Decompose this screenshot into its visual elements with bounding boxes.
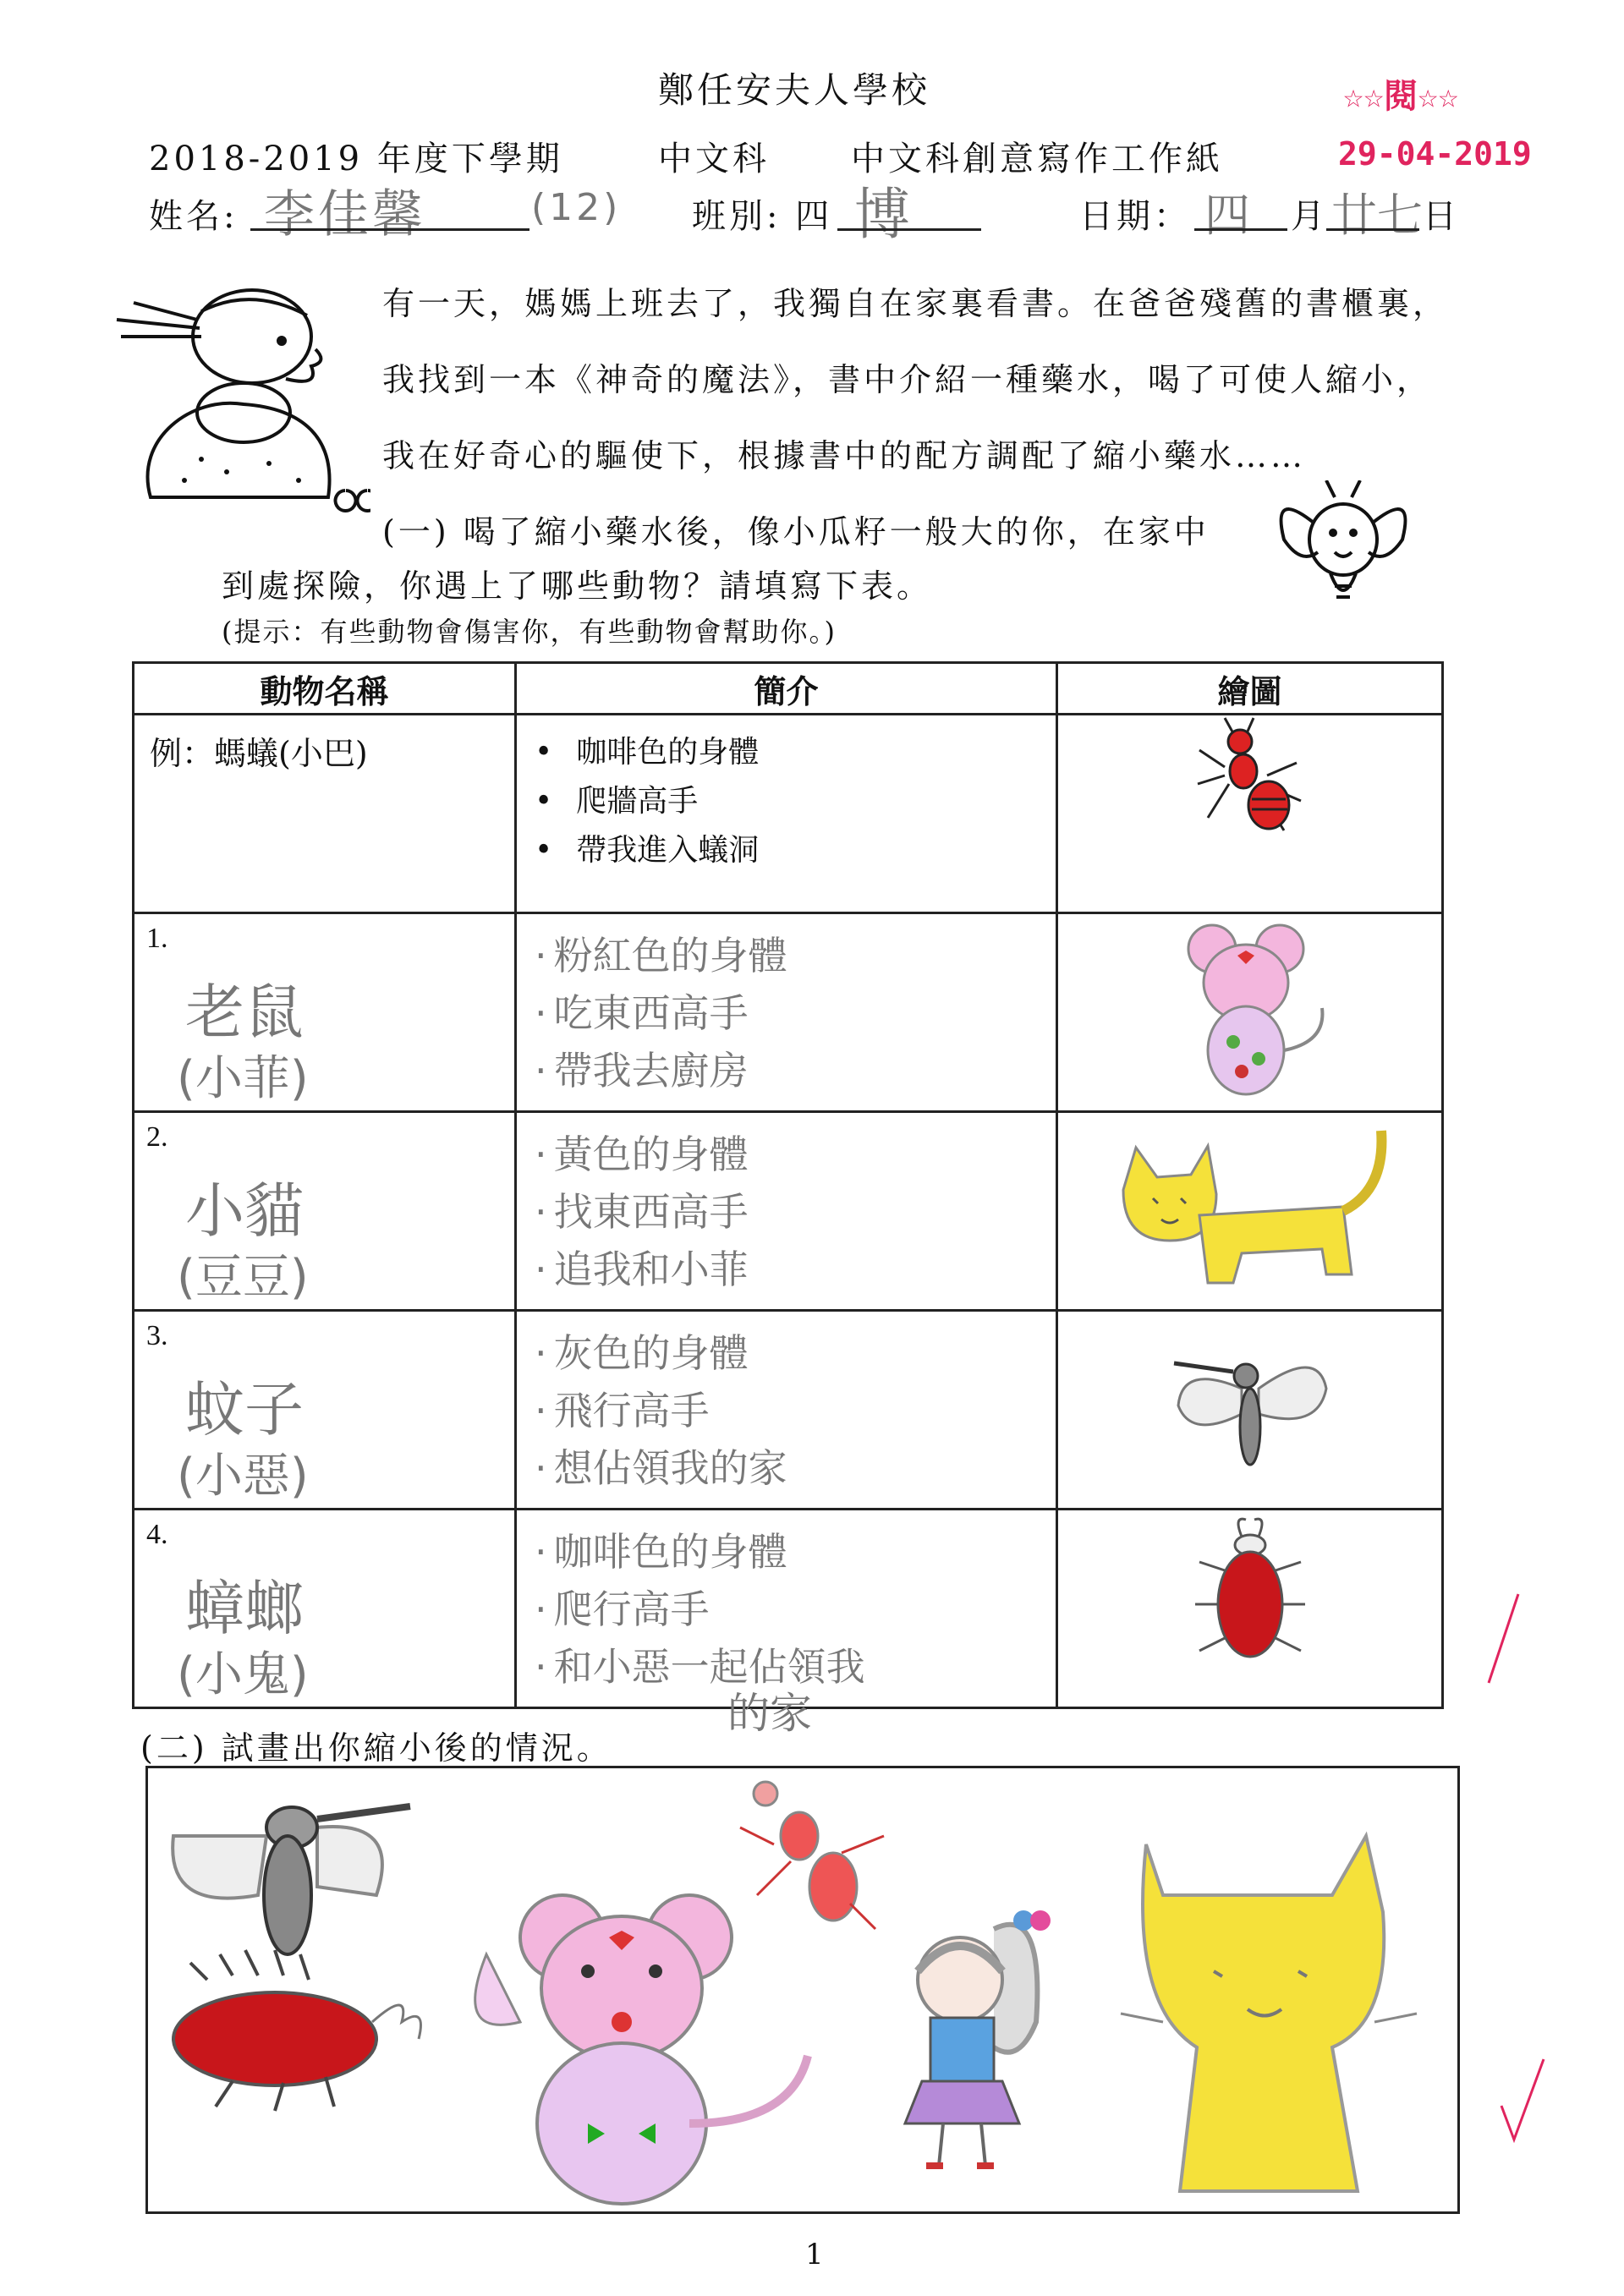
row2-animal: 小貓 <box>185 1176 304 1246</box>
row2-desc-3: · 追我和小菲 <box>535 1241 1055 1298</box>
row4-drawing-cell <box>1057 1510 1443 1708</box>
row2-desc-cell <box>516 1112 1057 1311</box>
class-label: 班別: 四 <box>692 197 833 236</box>
example-desc-1: • 咖啡色的身體 <box>535 728 1055 777</box>
row3-desc-3: · 想佔領我的家 <box>535 1439 1055 1497</box>
row3-name-cell <box>134 1311 516 1510</box>
example-name-cell <box>134 715 516 913</box>
student-number: (12) <box>531 186 622 229</box>
animal-table <box>132 661 1444 1709</box>
row2-nickname: (豆豆) <box>177 1250 309 1305</box>
bee-doodle <box>1267 480 1419 616</box>
stamp-date: 29-04-2019 <box>1338 135 1532 173</box>
class-value: 博 <box>854 182 914 247</box>
row4-desc-2: · 爬行高手 <box>535 1581 1055 1638</box>
row3-number: 3. <box>146 1320 168 1351</box>
row2-number: 2. <box>146 1121 168 1153</box>
date-label: 日期： <box>1079 197 1191 236</box>
row4-nickname: (小鬼) <box>177 1647 309 1702</box>
scene-ant <box>740 1782 884 1929</box>
example-desc-3: • 帶我進入蟻洞 <box>535 826 1055 875</box>
row1-desc-2: · 吃東西高手 <box>535 984 1055 1042</box>
row1-desc-3: · 帶我去廚房 <box>535 1042 1055 1099</box>
intro-line-2: 我找到一本《神奇的魔法》，書中介紹一種藥水，喝了可使人縮小， <box>382 361 1433 398</box>
row1-nickname: (小菲) <box>177 1051 309 1106</box>
section1-prompt-2: 到處探險，你遇上了哪些動物？請填寫下表。 <box>222 567 933 605</box>
example-desc-cell <box>516 715 1057 913</box>
row4-animal: 蟑螂 <box>185 1574 304 1643</box>
date-month-underline <box>1194 228 1287 231</box>
cat-drawing <box>1089 1114 1411 1300</box>
header-description: 簡介 <box>516 663 1057 715</box>
date-day: 廿七 <box>1331 189 1423 242</box>
table-row <box>134 1510 1443 1708</box>
subject-label: 中文科 <box>658 140 770 178</box>
class-underline <box>837 228 981 231</box>
table-row <box>134 1311 1443 1510</box>
table-header-row <box>134 663 1443 715</box>
row1-drawing-cell <box>1057 913 1443 1112</box>
example-drawing-cell <box>1057 715 1443 913</box>
red-check-mark <box>1472 1590 1522 1691</box>
example-name: 例：螞蟻(小巴) <box>150 735 368 772</box>
row4-desc-cell <box>516 1510 1057 1708</box>
scene-cockroach <box>173 1950 421 2111</box>
row4-desc-1: · 咖啡色的身體 <box>535 1523 1055 1581</box>
date-day-underline <box>1326 228 1419 231</box>
page-number: 1 <box>805 2238 827 2271</box>
date-month-unit: 月 <box>1291 197 1328 236</box>
term-label: 2018-2019 年度下學期 <box>149 140 563 178</box>
row1-animal: 老鼠 <box>185 978 304 1047</box>
review-stamp: ☆☆閱☆☆ <box>1343 77 1459 116</box>
row2-name-cell <box>134 1112 516 1311</box>
example-desc-2: • 爬牆高手 <box>535 777 1055 826</box>
mosquito-drawing <box>1166 1312 1335 1482</box>
row3-nickname: (小惡) <box>177 1449 309 1504</box>
section1-hint: (提示：有些動物會傷害你，有些動物會幫助你。) <box>222 616 837 648</box>
name-underline <box>250 228 529 231</box>
section2-prompt: (二) 試畫出你縮小後的情況。 <box>140 1729 612 1767</box>
intro-line-3: 我在好奇心的驅使下，根據書中的配方調配了縮小藥水…… <box>382 437 1307 474</box>
date-day-unit: 日 <box>1423 197 1460 236</box>
row3-desc-2: · 飛行高手 <box>535 1382 1055 1439</box>
row3-drawing-cell <box>1057 1311 1443 1510</box>
row4-desc-3: · 和小惡一起佔領我 <box>535 1638 1055 1696</box>
row2-desc-1: · 黃色的身體 <box>535 1126 1055 1183</box>
scene-mosquito <box>173 1806 410 1954</box>
mouse-drawing <box>1166 915 1335 1101</box>
date-month: 四 <box>1204 189 1254 242</box>
scene-girl <box>905 1910 1051 2166</box>
name-label: 姓名: <box>149 197 239 236</box>
ant-drawing <box>1191 716 1309 843</box>
header-animal-name: 動物名稱 <box>134 663 516 715</box>
overflow-text: 的家 <box>727 1689 812 1738</box>
row1-number: 1. <box>146 923 168 954</box>
row4-number: 4. <box>146 1519 168 1550</box>
name-value: 李佳馨 <box>264 185 426 244</box>
scene-cat <box>1121 1836 1417 2191</box>
row1-desc-cell <box>516 913 1057 1112</box>
row3-animal: 蚊子 <box>185 1375 304 1444</box>
intro-line-1: 有一天，媽媽上班去了，我獨自在家裏看書。在爸爸殘舊的書櫃裏， <box>382 285 1449 322</box>
school-name: 鄭任安夫人學校 <box>658 69 931 111</box>
scene-mouse <box>475 1895 808 2204</box>
header-drawing: 繪圖 <box>1057 663 1443 715</box>
row3-desc-1: · 灰色的身體 <box>535 1324 1055 1382</box>
row1-desc-1: · 粉紅色的身體 <box>535 927 1055 984</box>
turtle-doodle <box>100 269 370 514</box>
row2-drawing-cell <box>1057 1112 1443 1311</box>
section1-prompt-1: (一) 喝了縮小藥水後，像小瓜籽一般大的你，在家中 <box>382 513 1210 551</box>
row4-name-cell <box>134 1510 516 1708</box>
drawing-box <box>145 1766 1460 2214</box>
row1-name-cell <box>134 913 516 1112</box>
scene-drawing <box>148 1768 1457 2211</box>
table-row-example <box>134 715 1443 913</box>
row2-desc-2: · 找東西高手 <box>535 1183 1055 1241</box>
worksheet-title: 中文科創意寫作工作紙 <box>851 140 1223 178</box>
row3-desc-cell <box>516 1311 1057 1510</box>
cockroach-drawing <box>1166 1511 1335 1689</box>
table-row <box>134 1112 1443 1311</box>
table-row <box>134 913 1443 1112</box>
red-check-mark <box>1497 2055 1548 2156</box>
